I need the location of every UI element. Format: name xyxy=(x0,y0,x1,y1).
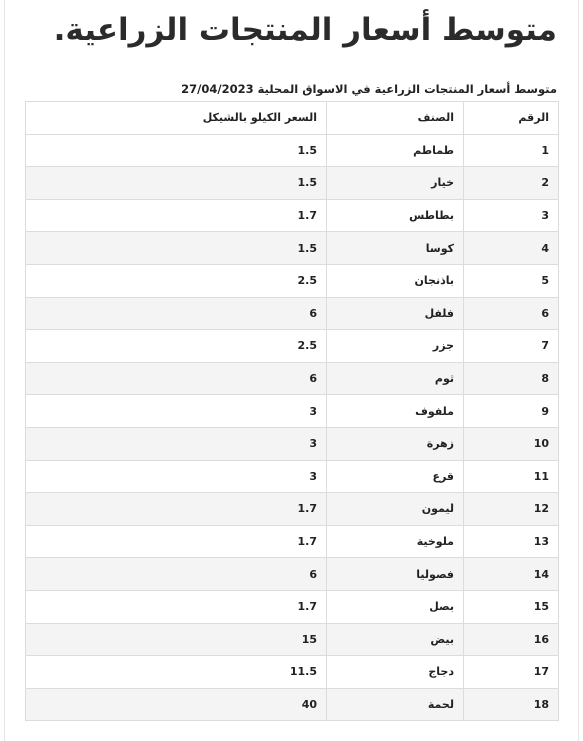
row-price: 6 xyxy=(26,297,327,330)
row-item: فلفل xyxy=(327,297,464,330)
table-body xyxy=(26,134,559,721)
row-number: 9 xyxy=(464,395,559,428)
row-price: 15 xyxy=(26,623,327,656)
table-row xyxy=(26,493,559,526)
row-price: 6 xyxy=(26,362,327,395)
row-price: 1.5 xyxy=(26,134,327,167)
table-row xyxy=(26,167,559,200)
row-item: ملوخية xyxy=(327,525,464,558)
row-item: خيار xyxy=(327,167,464,200)
row-number: 3 xyxy=(464,199,559,232)
header-item: الصنف xyxy=(327,102,464,135)
row-item: لحمة xyxy=(327,688,464,721)
table-row xyxy=(26,330,559,363)
table-header-row xyxy=(26,102,559,135)
row-number: 8 xyxy=(464,362,559,395)
table-row xyxy=(26,264,559,297)
table-row xyxy=(26,558,559,591)
table-caption: متوسط أسعار المنتجات الزراعية في الاسواق المحلية 27/04/2023 xyxy=(181,82,557,96)
row-price: 2.5 xyxy=(26,330,327,363)
table-row xyxy=(26,134,559,167)
row-price: 6 xyxy=(26,558,327,591)
row-item: طماطم xyxy=(327,134,464,167)
row-item: فصوليا xyxy=(327,558,464,591)
table-row xyxy=(26,460,559,493)
row-price: 1.5 xyxy=(26,232,327,265)
row-number: 13 xyxy=(464,525,559,558)
row-number: 7 xyxy=(464,330,559,363)
row-item: كوسا xyxy=(327,232,464,265)
page-title: متوسط أسعار المنتجات الزراعية. xyxy=(53,12,557,48)
row-item: باذنجان xyxy=(327,264,464,297)
table-row xyxy=(26,688,559,721)
header-number: الرقم xyxy=(464,102,559,135)
table-row xyxy=(26,623,559,656)
row-price: 3 xyxy=(26,427,327,460)
row-price: 1.7 xyxy=(26,493,327,526)
row-number: 4 xyxy=(464,232,559,265)
row-price: 11.5 xyxy=(26,656,327,689)
row-number: 14 xyxy=(464,558,559,591)
row-item: بطاطس xyxy=(327,199,464,232)
row-item: قرع xyxy=(327,460,464,493)
row-price: 1.7 xyxy=(26,525,327,558)
table-row xyxy=(26,427,559,460)
row-price: 3 xyxy=(26,395,327,428)
row-number: 11 xyxy=(464,460,559,493)
row-price: 2.5 xyxy=(26,264,327,297)
row-item: ثوم xyxy=(327,362,464,395)
row-item: بصل xyxy=(327,590,464,623)
table-row xyxy=(26,590,559,623)
prices-table xyxy=(25,101,559,721)
row-number: 17 xyxy=(464,656,559,689)
row-number: 15 xyxy=(464,590,559,623)
table-row xyxy=(26,297,559,330)
row-item: ليمون xyxy=(327,493,464,526)
row-number: 2 xyxy=(464,167,559,200)
row-price: 1.5 xyxy=(26,167,327,200)
table-row xyxy=(26,525,559,558)
row-number: 10 xyxy=(464,427,559,460)
row-price: 3 xyxy=(26,460,327,493)
table-row xyxy=(26,199,559,232)
table-row xyxy=(26,395,559,428)
row-price: 40 xyxy=(26,688,327,721)
row-item: دجاج xyxy=(327,656,464,689)
row-item: جزر xyxy=(327,330,464,363)
table-row xyxy=(26,232,559,265)
row-number: 6 xyxy=(464,297,559,330)
row-number: 16 xyxy=(464,623,559,656)
row-price: 1.7 xyxy=(26,199,327,232)
row-number: 5 xyxy=(464,264,559,297)
row-number: 1 xyxy=(464,134,559,167)
row-number: 18 xyxy=(464,688,559,721)
row-item: زهرة xyxy=(327,427,464,460)
header-price: السعر الكيلو بالشيكل xyxy=(26,102,327,135)
row-item: بيض xyxy=(327,623,464,656)
table-row xyxy=(26,656,559,689)
row-price: 1.7 xyxy=(26,590,327,623)
table-row xyxy=(26,362,559,395)
row-number: 12 xyxy=(464,493,559,526)
row-item: ملفوف xyxy=(327,395,464,428)
